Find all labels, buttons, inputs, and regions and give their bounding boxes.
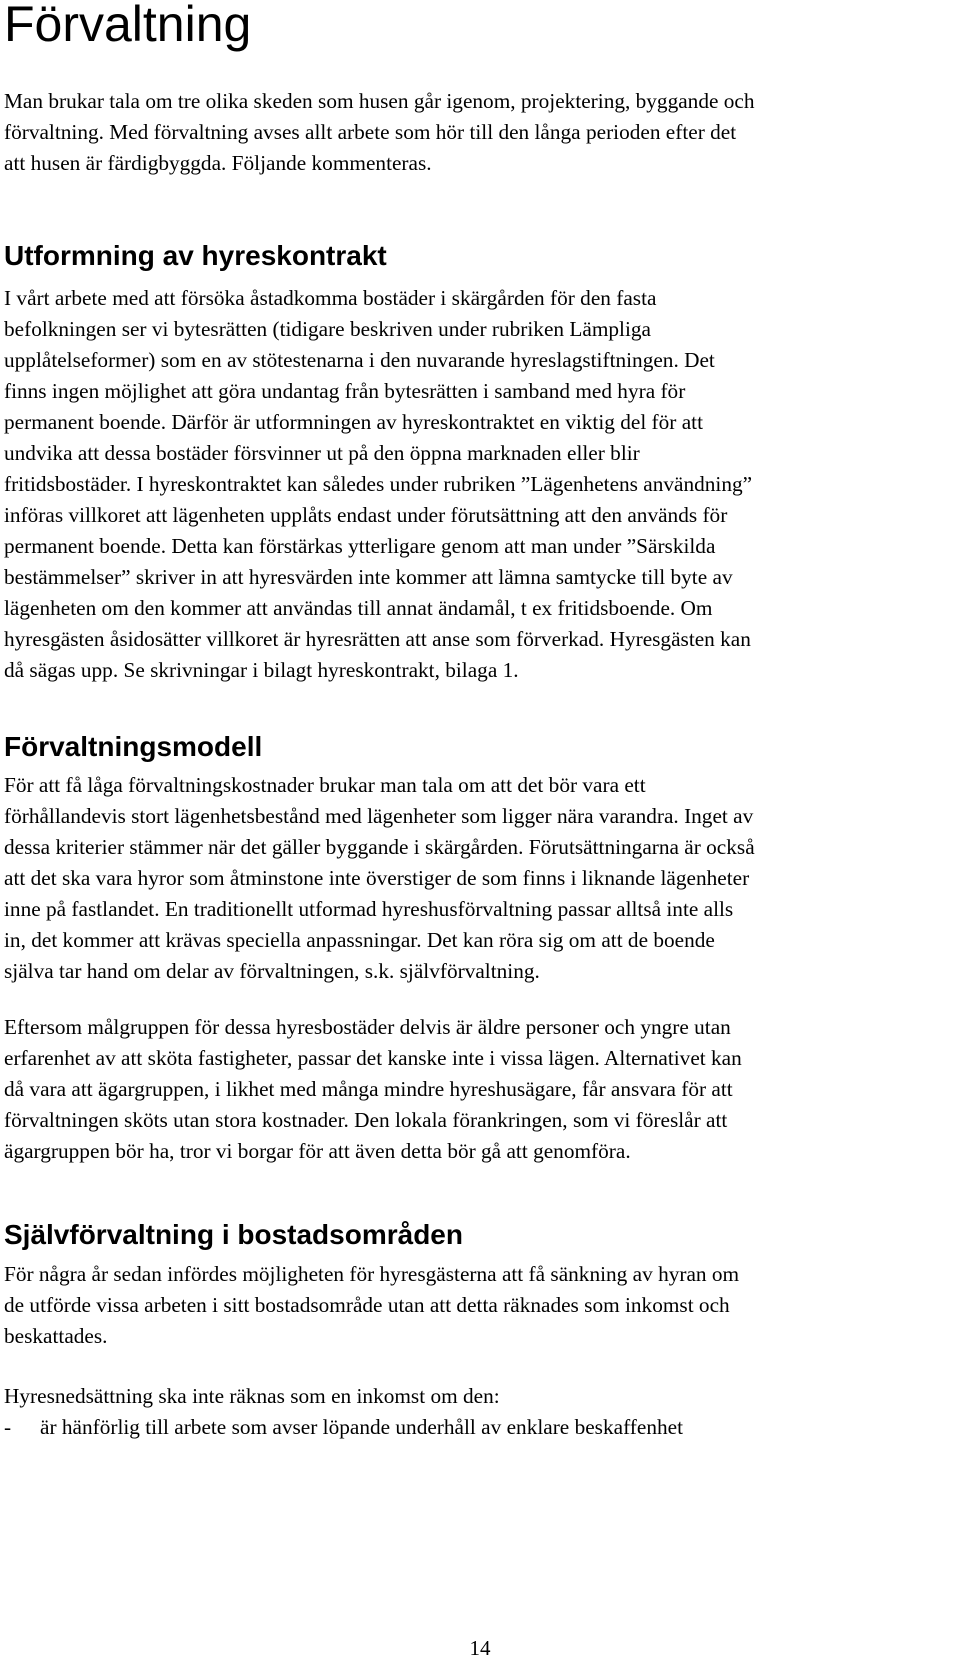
text-line: fritidsbostäder. I hyreskontraktet kan således under rubriken ”Lägenhetens användning” — [4, 472, 753, 496]
intro-line: förvaltning. Med förvaltning avses allt arbete som hör till den långa perioden efter det — [4, 120, 737, 144]
section-paragraph — [4, 1012, 956, 1167]
text-line: då vara att ägargruppen, i likhet med många mindre hyreshusägare, får ansvara för att — [4, 1077, 733, 1101]
text-line: erfarenhet av att sköta fastigheter, passar det kanske inte i vissa lägen. Alternativet kan — [4, 1046, 742, 1070]
text-line: För att få låga förvaltningskostnader brukar man tala om att det bör vara ett — [4, 773, 646, 797]
text-line: undvika att dessa bostäder försvinner ut på den öppna marknaden eller blir — [4, 441, 640, 465]
intro-paragraph — [4, 86, 956, 179]
list-item-text: är hänförlig till arbete som avser löpande underhåll av enklare beskaffenhet — [40, 1415, 683, 1439]
text-line: permanent boende. Detta kan förstärkas ytterligare genom att man under ”Särskilda — [4, 534, 716, 558]
text-line: de utförde vissa arbeten i sitt bostadsområde utan att detta räknades som inkomst och — [4, 1293, 730, 1317]
text-line: införas villkoret att lägenheten upplåts endast under förutsättning att den används för — [4, 503, 728, 527]
section-heading-hyreskontrakt: Utformning av hyreskontrakt — [4, 240, 387, 271]
text-line: I vårt arbete med att försöka åstadkomma bostäder i skärgården för den fasta — [4, 286, 657, 310]
intro-line: Man brukar tala om tre olika skeden som husen går igenom, projektering, byggande och — [4, 89, 755, 113]
section-paragraph — [4, 1381, 956, 1443]
text-line: För några år sedan infördes möjligheten för hyresgästerna att få sänkning av hyran om — [4, 1262, 740, 1286]
section-heading-sjalvforvaltning: Självförvaltning i bostadsområden — [4, 1219, 463, 1250]
intro-line: att husen är färdigbyggda. Följande kommenteras. — [4, 151, 432, 175]
text-line: bestämmelser” skriver in att hyresvärden inte kommer att lämna samtycke till byte av — [4, 565, 733, 589]
text-line: finns ingen möjlighet att göra undantag från bytesrätten i samband med hyra för — [4, 379, 686, 403]
page-number: 14 — [469, 1636, 491, 1660]
text-line: att det ska vara hyror som åtminstone inte överstiger de som finns i liknande lägenheter — [4, 866, 750, 890]
section-paragraph — [4, 770, 956, 987]
text-line: ägargruppen bör ha, tror vi borgar för att även detta bör gå att genomföra. — [4, 1139, 631, 1163]
text-line: då sägas upp. Se skrivningar i bilagt hyreskontrakt, bilaga 1. — [4, 658, 519, 682]
text-line: förhållandevis stort lägenhetsbestånd med lägenheter som ligger nära varandra. Inget av — [4, 804, 754, 828]
text-line: hyresgästen åsidosätter villkoret är hyresrätten att anse som förverkad. Hyresgästen kan — [4, 627, 751, 651]
list-item — [4, 1412, 956, 1443]
text-line: lägenheten om den kommer att användas till annat ändamål, t ex fritidsboende. Om — [4, 596, 713, 620]
text-line: befolkningen ser vi bytesrätten (tidigare beskriven under rubriken Lämpliga — [4, 317, 651, 341]
text-line: själva tar hand om delar av förvaltningen, s.k. självförvaltning. — [4, 959, 540, 983]
section-paragraph — [4, 1259, 956, 1352]
section-heading-forvaltningsmodell: Förvaltningsmodell — [4, 731, 263, 762]
text-line: beskattades. — [4, 1324, 108, 1348]
text-line: inne på fastlandet. En traditionellt utformad hyreshusförvaltning passar alltså inte alls — [4, 897, 734, 921]
text-line: förvaltningen sköts utan stora kostnader. Den lokala förankringen, som vi föreslår att — [4, 1108, 728, 1132]
list-marker: - — [4, 1415, 12, 1439]
page-title: Förvaltning — [4, 0, 252, 52]
text-line: permanent boende. Därför är utformningen av hyreskontraktet en viktig del för att — [4, 410, 704, 434]
text-line: dessa kriterier stämmer när det gäller byggande i skärgården. Förutsättningarna är också — [4, 835, 755, 859]
section-paragraph — [4, 283, 956, 686]
text-line: Eftersom målgruppen för dessa hyresbostäder delvis är äldre personer och yngre utan — [4, 1015, 731, 1039]
text-line: Hyresnedsättning ska inte räknas som en inkomst om den: — [4, 1384, 500, 1408]
text-line: in, det kommer att krävas speciella anpassningar. Det kan röra sig om att de boende — [4, 928, 715, 952]
text-line: upplåtelseformer) som en av stötestenarna i den nuvarande hyreslagstiftningen. Det — [4, 348, 715, 372]
